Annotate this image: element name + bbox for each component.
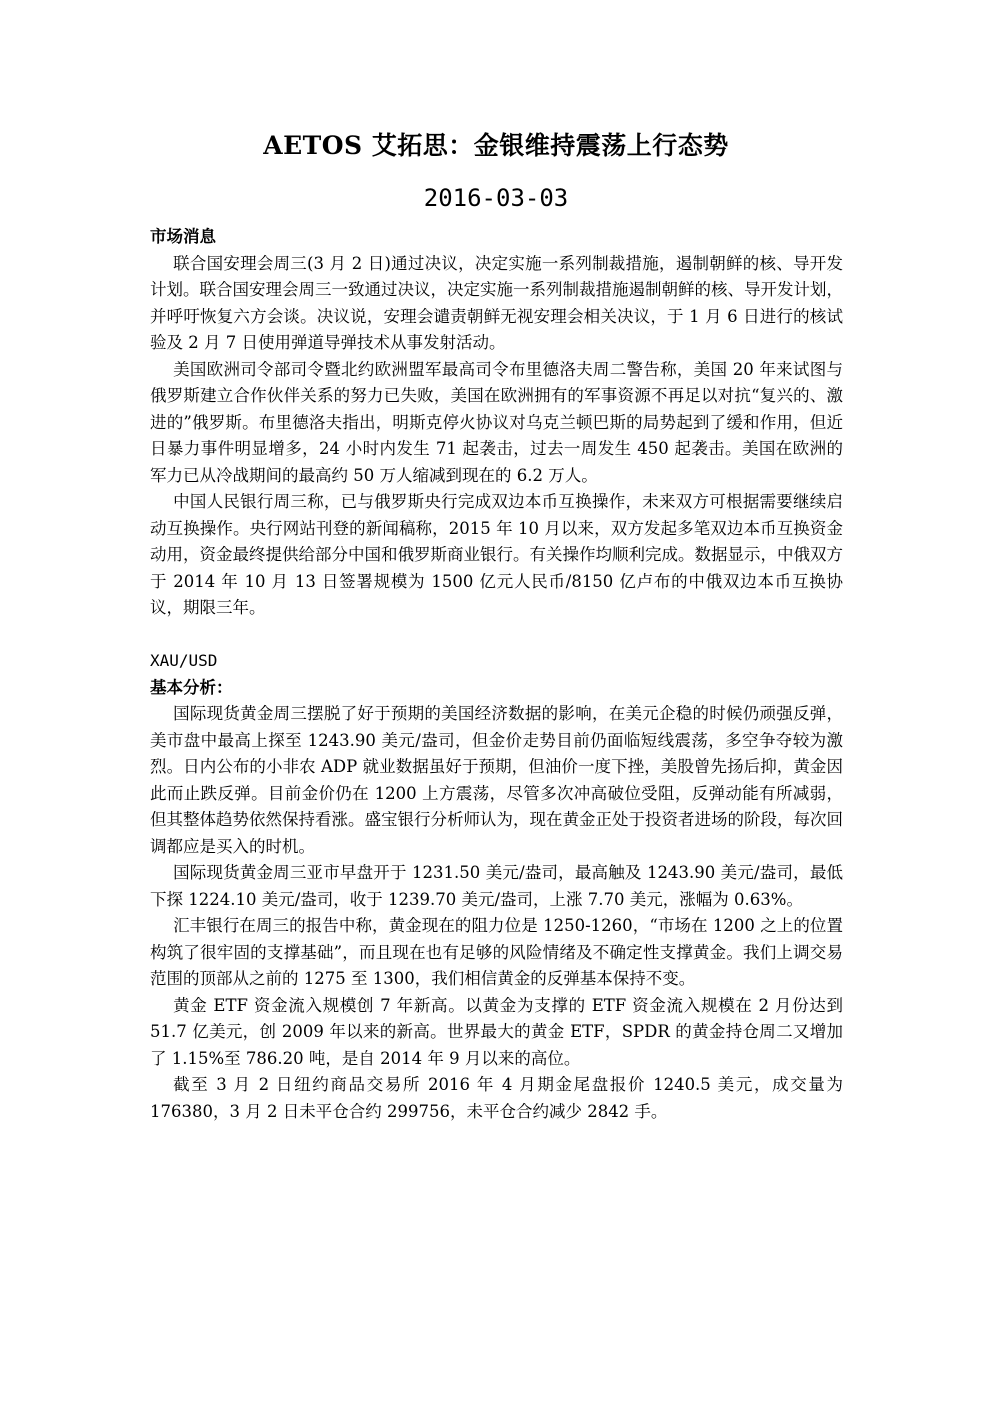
- xauusd-paragraph-5: 截至 3 月 2 日纽约商品交易所 2016 年 4 月期金尾盘报价 1240.5 美元，成交量为 176380，3 月 2 日未平仓合约 299756，未平仓合约减少 2842 手。: [150, 1075, 843, 1121]
- xauusd-paragraph-1: 国际现货黄金周三摆脱了好于预期的美国经济数据的影响，在美元企稳的时候仍顽强反弹，美市盘中最高上探至 1243.90 美元/盎司，但金价走势目前仍面临短线震荡，多空争夺较为激烈。日内公布的小非农 ADP 就业数据虽好于预期，但油价一度下挫，美股曾先扬后抑，黄金因此而止跌反弹。目前金价仍在 1200 上方震荡，尽管多次冲高破位受阻，反弹动能有所减弱，但其整体趋势依然保持看涨。盛宝银行分析师认为，现在黄金正处于投资者进场的阶段，每次回调都应是买入的时机。: [150, 704, 843, 856]
- market-news-heading: 市场消息: [150, 227, 216, 246]
- xauusd-paragraph-2: 国际现货黄金周三亚市早盘开于 1231.50 美元/盎司，最高触及 1243.90 美元/盎司，最低下探 1224.10 美元/盎司，收于 1239.70 美元/盎司，上涨 7.70 美元，涨幅为 0.63%。: [150, 863, 843, 909]
- fundamental-analysis-heading: 基本分析：: [150, 677, 233, 697]
- market-news-paragraph-2: 美国欧洲司令部司令暨北约欧洲盟军最高司令布里德洛夫周二警告称，美国 20 年来试图与俄罗斯建立合作伙伴关系的努力已失败，美国在欧洲拥有的军事资源不再足以对抗“复兴的、激进的”俄罗斯。布里德洛夫指出，明斯克停火协议对乌克兰顿巴斯的局势起到了缓和作用，但近日暴力事件明显增多，24 小时内发生 71 起袭击，过去一周发生 450 起袭击。美国在欧洲的军力已从冷战期间的最高约 50 万人缩减到现在的 6.2 万人。: [150, 359, 843, 485]
- market-news-section: [150, 224, 843, 622]
- xauusd-section: [150, 648, 843, 1125]
- document-title: AETOS 艾拓思：金银维持震荡上行态势: [263, 131, 729, 160]
- xauusd-paragraph-4: 黄金 ETF 资金流入规模创 7 年新高。以黄金为支撑的 ETF 资金流入规模在 2 月份达到 51.7 亿美元，创 2009 年以来的新高。世界最大的黄金 ETF，SPDR 的黄金持仓周二又增加了 1.15%至 786.20 吨，是自 2014 年 9 月以来的高位。: [150, 995, 843, 1068]
- market-news-paragraph-1: 联合国安理会周三(3 月 2 日)通过决议，决定实施一系列制裁措施，遏制朝鲜的核、导开发计划。联合国安理会周三一致通过决议，决定实施一系列制裁措施遏制朝鲜的核、导开发计划，并呼吁恢复六方会谈。决议说，安理会谴责朝鲜无视安理会相关决议，于 1 月 6 日进行的核试验及 2 月 7 日使用弹道导弹技术从事发射活动。: [150, 253, 843, 352]
- section-spacer: [150, 622, 843, 649]
- market-news-paragraph-3: 中国人民银行周三称，已与俄罗斯央行完成双边本币互换操作，未来双方可根据需要继续启动互换操作。央行网站刊登的新闻稿称，2015 年 10 月以来，双方发起多笔双边本币互换资金动用，资金最终提供给部分中国和俄罗斯商业银行。有关操作均顺利完成。数据显示，中俄双方于 2014 年 10 月 13 日签署规模为 1500 亿元人民币/8150 亿卢布的中俄双边本币互换协议，期限三年。: [150, 492, 843, 617]
- xauusd-paragraph-3: 汇丰银行在周三的报告中称，黄金现在的阻力位是 1250-1260，“市场在 1200 之上的位置构筑了很牢固的支撑基础”，而且现在也有足够的风险情绪及不确定性支撑黄金。我们上调交易范围的顶部从之前的 1275 至 1300，我们相信黄金的反弹基本保持不变。: [150, 916, 843, 988]
- document-body: [150, 224, 843, 1125]
- document-date: 2016-03-03: [423, 184, 569, 212]
- xauusd-symbol: XAU/USD: [150, 651, 218, 670]
